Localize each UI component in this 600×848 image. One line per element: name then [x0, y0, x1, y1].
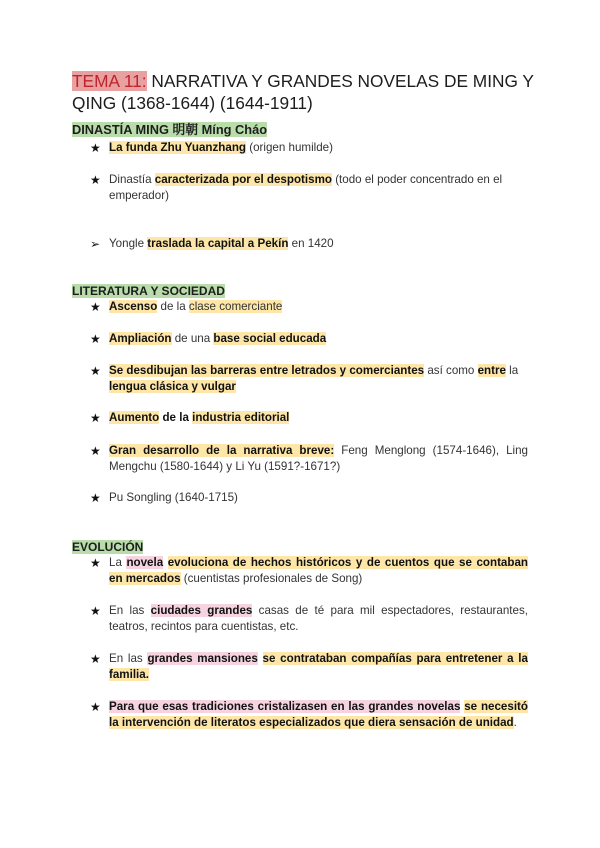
star-bullet-icon: ★ [90, 141, 101, 155]
list-item: ★ Gran desarrollo de la narrativa breve: Feng Menglong (1574-1646), Ling Mengchu (1580-1644) y Li Yu (1591?-1671?) [90, 444, 528, 473]
section-heading-ming [72, 122, 267, 137]
star-bullet-icon: ★ [90, 364, 101, 378]
star-bullet-icon: ★ [90, 300, 101, 314]
star-bullet-icon: ★ [90, 411, 101, 425]
section-heading-literatura [72, 284, 225, 299]
star-bullet-icon: ★ [90, 444, 101, 458]
section-heading-ming-text: DINASTÍA MING 明朝 Míng Cháo [72, 122, 268, 137]
list-item: ★ Pu Songling (1640-1715) [90, 491, 238, 505]
list-item: ➢ Yongle traslada la capital a Pekín en 1420 [90, 237, 334, 251]
star-bullet-icon: ★ [90, 700, 101, 714]
list-item: ★ Dinastía caracterizada por el despotismo (todo el poder concentrado en el emperador) [90, 173, 503, 202]
list-item: ★ Para que esas tradiciones cristalizasen en las grandes novelas se necesitó la intervención de literatos especializados que diera sensación de unidad. [90, 700, 528, 729]
title-tema-label: TEMA 11: [72, 71, 147, 91]
list-item: ★ Ampliación de una base social educada [90, 332, 327, 346]
list-item: ★ Ascenso de la clase comerciante [90, 300, 283, 314]
section-heading-literatura-text: LITERATURA Y SOCIEDAD [72, 284, 225, 298]
star-bullet-icon: ★ [90, 491, 101, 505]
section-heading-evolucion-text: EVOLUCIÓN [72, 540, 144, 554]
star-bullet-icon: ★ [90, 173, 101, 187]
list-item: ★ La novela evoluciona de hechos históricos y de cuentos que se contaban en mercados (cuentistas profesionales de Song) [90, 556, 528, 585]
list-item: ★ Aumento de la industria editorial [90, 411, 290, 425]
section-heading-evolucion [72, 540, 143, 555]
arrow-bullet-icon: ➢ [90, 237, 101, 251]
list-item: ★ En las ciudades grandes casas de té para mil espectadores, restaurantes, teatros, recintos para cuentistas, etc. [90, 604, 528, 633]
star-bullet-icon: ★ [90, 652, 101, 666]
star-bullet-icon: ★ [90, 332, 101, 346]
page-title [72, 70, 542, 114]
list-item: ★ En las grandes mansiones se contrataban compañías para entretener a la familia. [90, 652, 528, 681]
star-bullet-icon: ★ [90, 604, 101, 618]
star-bullet-icon: ★ [90, 556, 101, 570]
list-item: ★ La funda Zhu Yuanzhang (origen humilde) [90, 141, 333, 155]
list-item: ★ Se desdibujan las barreras entre letrados y comerciantes así como entre la lengua clásica y vulgar [90, 364, 519, 393]
title-text: NARRATIVA Y GRANDES NOVELAS DE MING Y QING (1368-1644) (1644-1911) [72, 71, 534, 113]
